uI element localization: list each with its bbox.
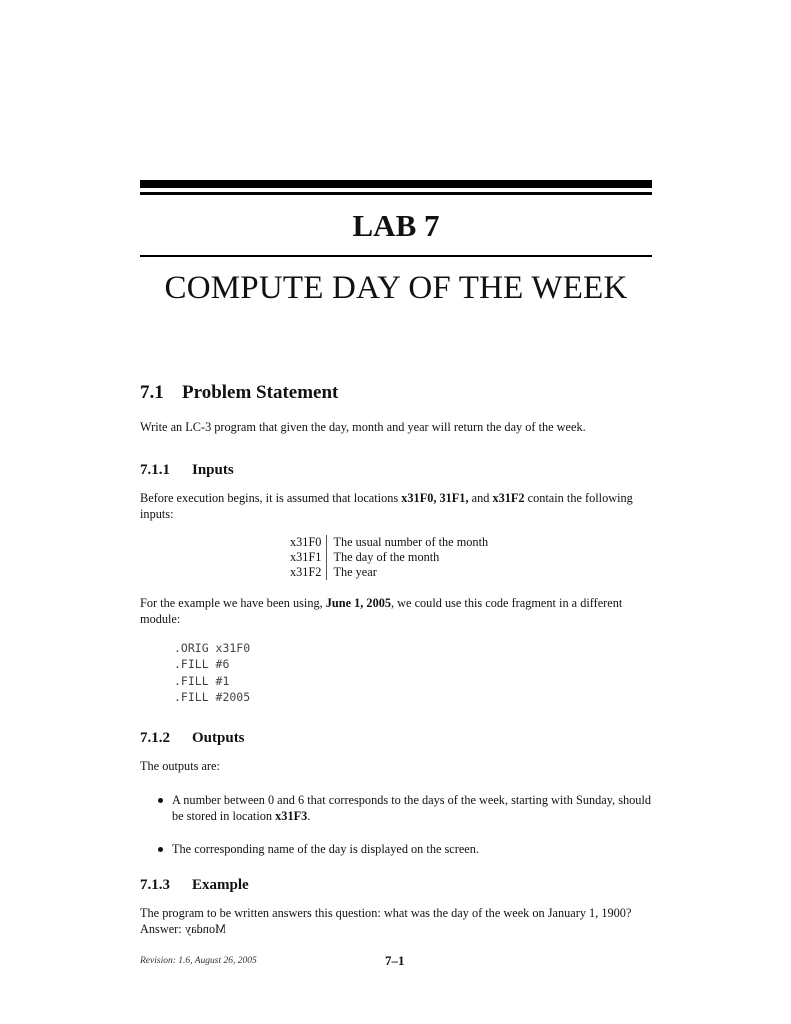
- heading-problem-statement: [140, 381, 338, 405]
- code-line: .FILL #2005: [174, 689, 251, 704]
- top-thick-rule: [140, 180, 652, 188]
- example-text: The program to be written answers this question: what was the day of the week on January 1, 1900? Answer: Monday: [140, 906, 632, 936]
- location-ref: x31F3: [275, 809, 308, 823]
- problem-statement-text: Write an LC-3 program that given the day, month and year will return the day of the week.: [140, 420, 586, 434]
- outputs-intro: The outputs are:: [140, 759, 220, 773]
- section-number: 7.1: [140, 382, 164, 403]
- outputs-list: [158, 792, 654, 857]
- table-cell-location: x31F0: [290, 535, 327, 550]
- section-title: Example: [192, 877, 249, 893]
- chapter-title: COMPUTE DAY OF THE WEEK: [164, 270, 628, 306]
- location-ref: x31F2: [492, 491, 525, 505]
- list-item: A number between 0 and 6 that corresponds to the days of the week, starting with Sunday, should be stored in location x31F3.: [158, 792, 654, 824]
- lab-number: LAB 7: [352, 208, 440, 243]
- code-line: .FILL #1: [174, 673, 230, 688]
- footer-revision: Revision: 1.6, August 26, 2005: [140, 956, 257, 966]
- inputs-table: [290, 535, 488, 580]
- section-title: Inputs: [192, 462, 234, 478]
- section-title: Problem Statement: [182, 382, 339, 403]
- list-item: The corresponding name of the day is displayed on the screen.: [158, 841, 654, 857]
- top-thin-rule: [140, 192, 652, 195]
- table-cell-location: x31F1: [290, 550, 327, 565]
- section-number: 7.1.1: [140, 462, 170, 478]
- bullet-icon: [158, 847, 163, 852]
- heading-example: [140, 875, 249, 895]
- section-number: 7.1.3: [140, 877, 170, 893]
- code-block: [174, 640, 250, 705]
- table-row: [290, 565, 488, 580]
- table-cell-description: The year: [333, 565, 377, 579]
- heading-inputs: [140, 460, 234, 480]
- section-number: 7.1.2: [140, 730, 170, 746]
- page-number: 7–1: [385, 953, 405, 968]
- title-divider: [140, 255, 652, 257]
- table-cell-location: x31F2: [290, 565, 327, 580]
- location-ref: x31F0, 31F1,: [401, 491, 469, 505]
- example-date: June 1, 2005: [325, 596, 392, 610]
- inputs-intro: Before execution begins, it is assumed that locations x31F0, 31F1, and x31F2 contain the following inputs:: [140, 491, 633, 521]
- section-title: Outputs: [192, 730, 245, 746]
- table-cell-description: The usual number of the month: [333, 535, 489, 549]
- table-row: [290, 550, 488, 565]
- table-row: [290, 535, 488, 550]
- code-line: .FILL #6: [174, 657, 230, 672]
- heading-outputs: [140, 728, 245, 748]
- bullet-icon: [158, 798, 163, 803]
- code-line: .ORIG x31F0: [174, 641, 251, 655]
- table-cell-description: The day of the month: [333, 550, 440, 564]
- answer-mirrored: Monday: [184, 922, 226, 936]
- example-intro: For the example we have been using, June 1, 2005, we could use this code fragment in a different module:: [140, 596, 623, 626]
